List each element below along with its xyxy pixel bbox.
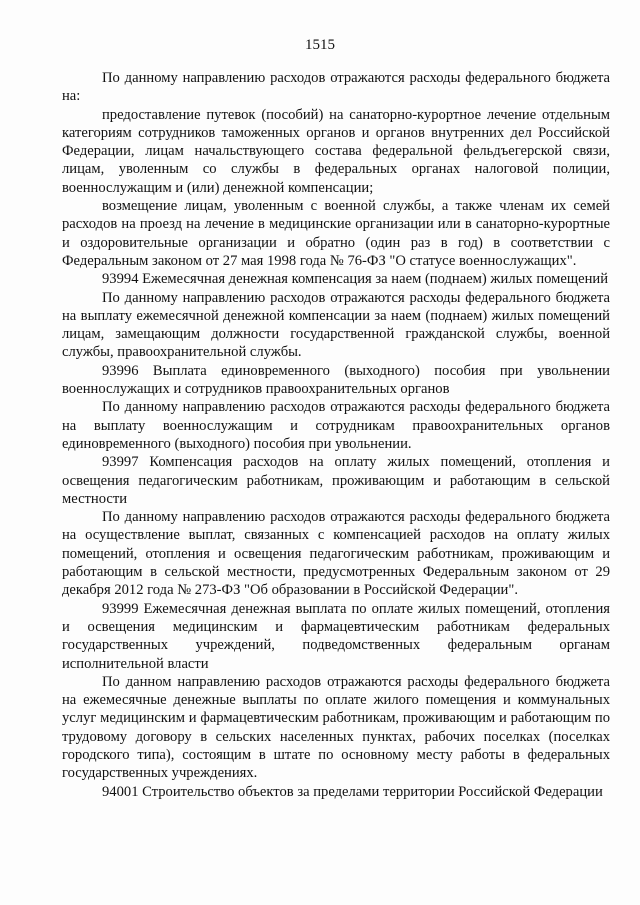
section-heading xyxy=(62,270,610,288)
document-body xyxy=(62,69,610,801)
paragraph xyxy=(62,673,610,783)
paragraph xyxy=(62,289,610,362)
expense-code: 93997 xyxy=(102,454,139,471)
paragraph-text: возмещение лицам, уволенным с военной службы, а также членам их семей расходов на проезд на лечение в медицинские организации или в санаторно-курортные и оздоровительные организации и обратно (один раз в год) в соответствии с Федеральным законом от 27 мая 1998 года № 76-ФЗ "О статусе военнослужащих". xyxy=(62,198,610,269)
paragraph-text: По данному направлению расходов отражаются расходы федерального бюджета на выплату ежемесячной денежной компенсации за наем (поднаем) жилых помещений лицам, замещающим должности государственной гражданской службы, военной службы, правоохранительной службы. xyxy=(62,289,610,361)
section-heading xyxy=(62,783,610,801)
paragraph-text: По данному направлению расходов отражаются расходы федерального бюджета на выплату военнослужащим и сотрудникам правоохранительных органов единовременного (выходного) пособия при увольнении. xyxy=(62,399,610,452)
section-heading xyxy=(62,362,610,399)
section-heading xyxy=(62,453,610,508)
section-heading-text: Выплата единовременного (выходного) пособия при увольнении военнослужащих и сотрудников правоохранительных органов xyxy=(62,362,610,398)
paragraph xyxy=(62,106,610,197)
paragraph-text: предоставление путевок (пособий) на санаторно-курортное лечение отдельным категориям сотрудников таможенных органов и органов внутренних дел Российской Федерации, лицам начальствующего состава федеральной фельдъегерской связи, лицам, уволенным со службы в федеральных органах налоговой полиции, военнослужащим и (или) денежной компенсации; xyxy=(62,106,610,196)
section-heading-text: Строительство объектов за пределами территории Российской Федерации xyxy=(142,783,603,800)
paragraph-text: По данному направлению расходов отражаются расходы федерального бюджета на осуществление выплат, связанных с компенсацией расходов на оплату жилых помещений, отопления и освещения педагогическим работникам, проживающим и работающим в сельской местности, предусмотренных Федеральным законом от 29 декабря 2012 года № 273-ФЗ "Об образовании в Российской Федерации". xyxy=(62,509,610,599)
section-heading-text: Компенсация расходов на оплату жилых помещений, отопления и освещения педагогическим работникам, проживающим и работающим в сельской местности xyxy=(62,454,610,507)
section-heading-text: Ежемесячная денежная компенсация за наем (поднаем) жилых помещений xyxy=(142,271,609,288)
paragraph xyxy=(62,398,610,453)
section-heading xyxy=(62,600,610,673)
expense-code: 93999 xyxy=(102,600,139,617)
expense-code: 93996 xyxy=(102,362,139,379)
expense-code: 93994 xyxy=(102,271,139,288)
paragraph xyxy=(62,508,610,599)
paragraph xyxy=(62,197,610,270)
paragraph-text: По данному направлению расходов отражаются расходы федерального бюджета на: xyxy=(62,70,610,105)
expense-code: 94001 xyxy=(102,783,139,800)
page-number: 1515 xyxy=(305,37,335,53)
paragraph-text: По данном направлению расходов отражаются расходы федерального бюджета на ежемесячные денежные выплаты по оплате жилого помещения и коммунальных услуг медицинским и фармацевтическим работникам, проживающим и работающим по трудовому договору в сельских населенных пунктах, рабочих поселках (поселках городского типа), состоящим в штате по основному месту работы в федеральных государственных учреждениях. xyxy=(62,673,610,782)
paragraph xyxy=(62,69,610,106)
section-heading-text: Ежемесячная денежная выплата по оплате жилых помещений, отопления и освещения медицинским и фармацевтическим работникам федеральных государственных учреждений, подведомственных федеральным органам исполнительной власти xyxy=(62,600,610,672)
